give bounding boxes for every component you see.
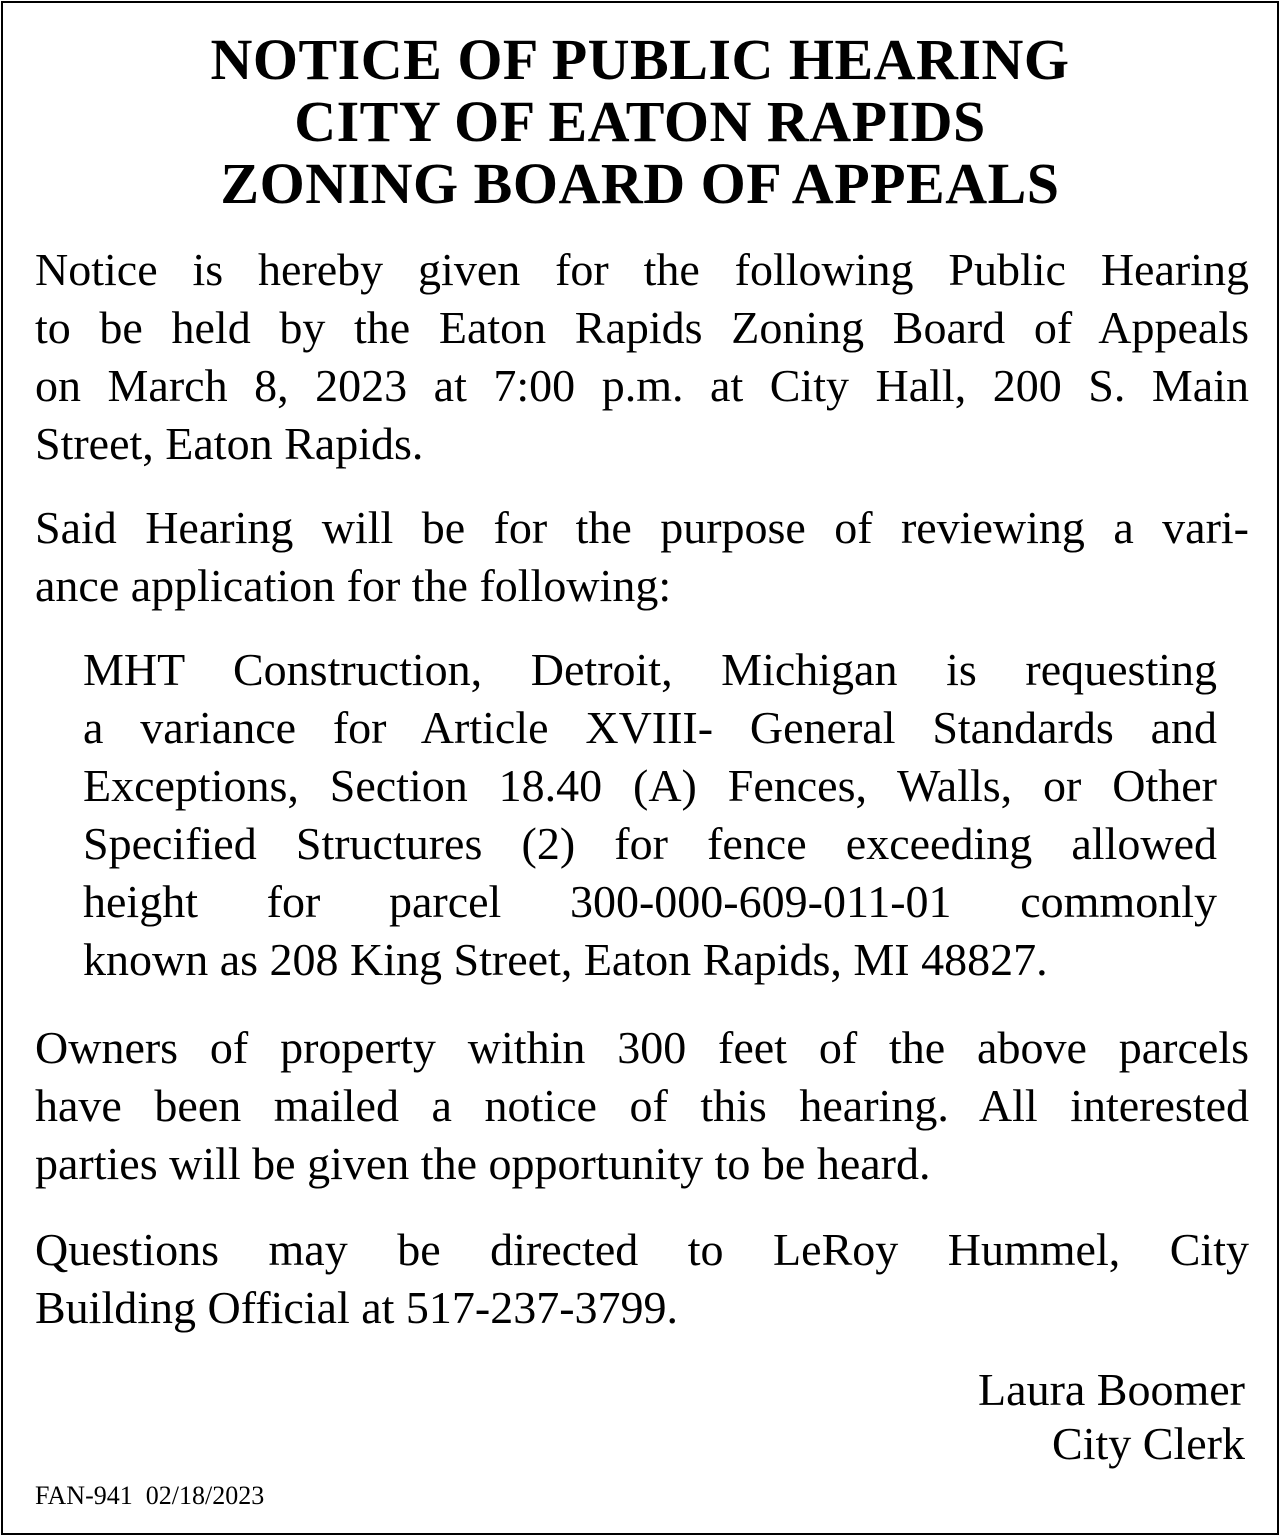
owners-line: have been mailed a notice of this hearing. All interested [35,1080,1249,1131]
application-paragraph [83,641,1217,989]
purpose-paragraph [35,499,1249,615]
purpose-line: ance application for the following: [35,560,672,611]
application-line: height for parcel 300-000-609-011-01 commonly [83,876,1217,927]
application-line: Specified Structures (2) for fence exceeding allowed [83,818,1217,869]
questions-line: Questions may be directed to LeRoy Hummel, City [35,1224,1249,1275]
signer-name: Laura Boomer [978,1364,1245,1415]
questions-paragraph [35,1221,1249,1337]
purpose-line: Said Hearing will be for the purpose of reviewing a vari- [35,502,1249,553]
owners-line: Owners of property within 300 feet of the above parcels [35,1022,1249,1073]
intro-line: Notice is hereby given for the following Public Hearing [35,244,1249,295]
signature-block [978,1363,1245,1471]
header-line-1: NOTICE OF PUBLIC HEARING [210,27,1070,92]
notice-footer [35,1481,264,1511]
questions-line: Building Official at 517-237-3799. [35,1282,679,1333]
application-line: a variance for Article XVIII- General Standards and [83,702,1217,753]
application-line: Exceptions, Section 18.40 (A) Fences, Walls, or Other [83,760,1217,811]
public-hearing-notice [1,1,1279,1535]
footer-code: FAN-941 [35,1481,133,1510]
header-line-2: CITY OF EATON RAPIDS [294,89,986,154]
header-line-3: ZONING BOARD OF APPEALS [220,151,1060,216]
owners-line: parties will be given the opportunity to be heard. [35,1138,931,1189]
signer-title: City Clerk [1052,1418,1245,1469]
intro-line: to be held by the Eaton Rapids Zoning Board of Appeals [35,302,1249,353]
application-line: MHT Construction, Detroit, Michigan is requesting [83,644,1217,695]
intro-line: Street, Eaton Rapids. [35,418,424,469]
intro-paragraph [35,241,1249,473]
owners-paragraph [35,1019,1249,1193]
footer-date: 02/18/2023 [145,1481,265,1510]
intro-line: on March 8, 2023 at 7:00 p.m. at City Hall, 200 S. Main [35,360,1249,411]
notice-header [3,29,1277,215]
application-line: known as 208 King Street, Eaton Rapids, MI 48827. [83,934,1048,985]
